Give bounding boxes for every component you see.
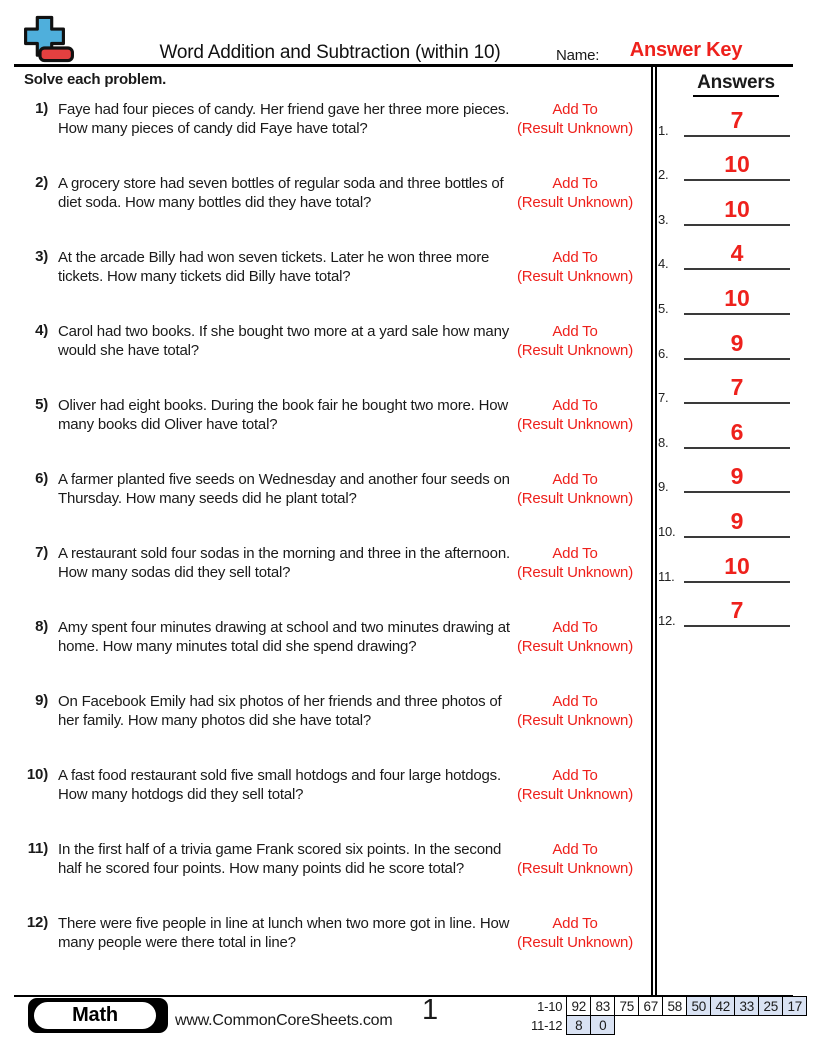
problem-row bbox=[24, 248, 644, 322]
grading-cell: 0 bbox=[591, 1016, 615, 1035]
answer-blank-line bbox=[684, 536, 790, 538]
problem-type-line2: (Result Unknown) bbox=[516, 194, 633, 211]
problem-type-label bbox=[506, 914, 644, 952]
answer-blank-line bbox=[684, 581, 790, 583]
problem-type-line2: (Result Unknown) bbox=[516, 934, 633, 951]
answer-number: 8. bbox=[658, 434, 669, 450]
problem-row bbox=[24, 840, 644, 914]
problem-type-line1: Add To bbox=[552, 101, 598, 118]
problem-type-line1: Add To bbox=[552, 471, 598, 488]
problem-number: 12) bbox=[26, 914, 48, 931]
problem-type-label bbox=[506, 174, 644, 212]
answer-value: 7 bbox=[730, 597, 744, 624]
problem-text: A restaurant sold four sodas in the morning and three in the afternoon. How many sodas did they sell total? bbox=[58, 545, 510, 581]
instructions: Solve each problem. bbox=[24, 71, 167, 88]
problem-type-line2: (Result Unknown) bbox=[516, 638, 633, 655]
subject-badge bbox=[28, 998, 168, 1033]
answer-blank-line bbox=[684, 491, 790, 493]
problem-text: Oliver had eight books. During the book fair he bought two more. How many books did Oliver have total? bbox=[58, 397, 508, 433]
problem-type-label bbox=[506, 322, 644, 360]
grading-cell: 58 bbox=[663, 997, 687, 1016]
name-label: Name: bbox=[556, 47, 600, 64]
answer-blank-line bbox=[684, 358, 790, 360]
answer-value: 6 bbox=[730, 418, 744, 445]
problem-type-label bbox=[506, 840, 644, 878]
answer-number: 11. bbox=[658, 568, 675, 584]
problem-type-label bbox=[506, 618, 644, 656]
problem-text: Faye had four pieces of candy. Her friend gave her three more pieces. How many pieces of candy did Faye have total? bbox=[58, 101, 510, 137]
problem-row bbox=[24, 766, 644, 840]
problem-type-line2: (Result Unknown) bbox=[516, 490, 633, 507]
problem-row bbox=[24, 174, 644, 248]
problem-number: 8) bbox=[35, 618, 48, 635]
problem-row bbox=[24, 544, 644, 618]
answer-number: 3. bbox=[658, 211, 669, 227]
problem-type-line2: (Result Unknown) bbox=[516, 342, 633, 359]
answer-row bbox=[656, 96, 792, 141]
grading-cell: 50 bbox=[687, 997, 711, 1016]
problem-row bbox=[24, 618, 644, 692]
problem-number: 4) bbox=[35, 322, 48, 339]
problem-type-line1: Add To bbox=[552, 323, 598, 340]
problem-type-line1: Add To bbox=[552, 619, 598, 636]
problem-number: 6) bbox=[35, 470, 48, 487]
problem-text: In the first half of a trivia game Frank scored six points. In the second half he scored four points. How many points did he score total? bbox=[58, 841, 502, 877]
problem-type-line2: (Result Unknown) bbox=[516, 120, 633, 137]
problem-type-line1: Add To bbox=[552, 545, 598, 562]
problem-text: At the arcade Billy had won seven tickets. Later he won three more tickets. How many tickets did Billy have total? bbox=[58, 249, 490, 285]
problem-text: A fast food restaurant sold five small hotdogs and four large hotdogs. How many hotdogs did they sell total? bbox=[58, 767, 501, 803]
problem-type-line2: (Result Unknown) bbox=[516, 416, 633, 433]
problem-number: 5) bbox=[35, 396, 48, 413]
answer-row bbox=[656, 453, 792, 498]
problem-text: There were five people in line at lunch when two more got in line. How many people were there total in line? bbox=[58, 915, 510, 951]
problem-type-label bbox=[506, 100, 644, 138]
grading-row-label: 1-10 bbox=[537, 998, 563, 1014]
plus-minus-icon bbox=[20, 12, 78, 66]
answer-row bbox=[656, 364, 792, 409]
answer-blank-line bbox=[684, 224, 790, 226]
answer-row bbox=[656, 408, 792, 453]
answer-value: 7 bbox=[730, 106, 744, 133]
answers-list bbox=[656, 96, 792, 631]
answer-value: 10 bbox=[724, 195, 750, 222]
problem-row bbox=[24, 692, 644, 766]
problem-type-label bbox=[506, 470, 644, 508]
problem-number: 2) bbox=[35, 174, 48, 191]
problem-type-line2: (Result Unknown) bbox=[516, 712, 633, 729]
answer-blank-line bbox=[684, 179, 790, 181]
answer-row bbox=[656, 319, 792, 364]
answer-number: 4. bbox=[658, 256, 669, 272]
problem-number: 10) bbox=[26, 766, 48, 783]
answer-value: 10 bbox=[724, 151, 750, 178]
answer-value: 7 bbox=[730, 374, 744, 401]
grading-cell: 75 bbox=[615, 997, 639, 1016]
answer-number: 2. bbox=[658, 167, 669, 183]
answer-blank-line bbox=[684, 625, 790, 627]
grading-cell: 8 bbox=[567, 1016, 591, 1035]
answer-row bbox=[656, 497, 792, 542]
answer-row bbox=[656, 185, 792, 230]
problem-type-line2: (Result Unknown) bbox=[516, 268, 633, 285]
answer-row bbox=[656, 587, 792, 632]
answer-blank-line bbox=[684, 268, 790, 270]
answer-number: 9. bbox=[658, 479, 669, 495]
answer-blank-line bbox=[684, 402, 790, 404]
page-number: 1 bbox=[422, 994, 438, 1026]
grading-cell: 33 bbox=[735, 997, 759, 1016]
problem-type-line1: Add To bbox=[552, 767, 598, 784]
grading-row-11-12 bbox=[531, 1016, 807, 1035]
problem-type-line2: (Result Unknown) bbox=[516, 564, 633, 581]
problem-type-label bbox=[506, 248, 644, 286]
answer-value: 9 bbox=[730, 507, 744, 534]
answer-value: 9 bbox=[730, 329, 744, 356]
answer-value: 9 bbox=[730, 463, 744, 490]
answer-row bbox=[656, 274, 792, 319]
grading-cell: 83 bbox=[591, 997, 615, 1016]
problem-row bbox=[24, 914, 644, 988]
grading-cell: 42 bbox=[711, 997, 735, 1016]
problem-row bbox=[24, 470, 644, 544]
problem-row bbox=[24, 396, 644, 470]
answer-number: 6. bbox=[658, 345, 669, 361]
grading-cell: 92 bbox=[567, 997, 591, 1016]
problem-type-label bbox=[506, 692, 644, 730]
website-url: www.CommonCoreSheets.com bbox=[175, 1012, 393, 1029]
problem-type-line2: (Result Unknown) bbox=[516, 786, 633, 803]
problem-type-label bbox=[506, 544, 644, 582]
subject-label: Math bbox=[34, 1002, 156, 1029]
problem-text: A grocery store had seven bottles of regular soda and three bottles of diet soda. How many bottles did they have total? bbox=[58, 175, 504, 211]
answer-number: 10. bbox=[658, 523, 676, 539]
problem-number: 9) bbox=[35, 692, 48, 709]
problem-number: 3) bbox=[35, 248, 48, 265]
grading-table bbox=[531, 996, 807, 1035]
problem-text: On Facebook Emily had six photos of her friends and three photos of her family. How many photos did she have total? bbox=[58, 693, 502, 729]
name-value-answer-key: Answer Key bbox=[629, 39, 743, 61]
problem-type-label bbox=[506, 766, 644, 804]
problem-number: 11) bbox=[27, 840, 48, 857]
problem-type-line1: Add To bbox=[552, 693, 598, 710]
answer-number: 7. bbox=[658, 390, 669, 406]
answer-value: 10 bbox=[724, 552, 750, 579]
answer-number: 5. bbox=[658, 300, 669, 316]
problem-row bbox=[24, 322, 644, 396]
problem-text: Carol had two books. If she bought two more at a yard sale how many would she have total? bbox=[58, 323, 510, 359]
grading-cell: 25 bbox=[759, 997, 783, 1016]
answer-row bbox=[656, 230, 792, 275]
problem-type-line1: Add To bbox=[552, 397, 598, 414]
problem-type-line1: Add To bbox=[552, 915, 598, 932]
problem-type-line1: Add To bbox=[552, 175, 598, 192]
answer-value: 10 bbox=[724, 284, 750, 311]
answer-blank-line bbox=[684, 135, 790, 137]
answer-blank-line bbox=[684, 447, 790, 449]
grading-row-label: 11-12 bbox=[531, 1017, 563, 1033]
answer-number: 12. bbox=[658, 613, 676, 629]
problem-type-line2: (Result Unknown) bbox=[516, 860, 633, 877]
answer-number: 1. bbox=[658, 122, 669, 138]
problem-text: A farmer planted five seeds on Wednesday and another four seeds on Thursday. How many seeds did he plant total? bbox=[58, 471, 510, 507]
answers-title: Answers bbox=[668, 72, 804, 97]
problems-list bbox=[24, 100, 644, 988]
answer-value: 4 bbox=[730, 240, 744, 267]
problem-row bbox=[24, 100, 644, 174]
problem-text: Amy spent four minutes drawing at school and two minutes drawing at home. How many minutes total did she spend drawing? bbox=[58, 619, 510, 655]
page-title: Word Addition and Subtraction (within 10) bbox=[159, 42, 501, 63]
problem-type-label bbox=[506, 396, 644, 434]
problem-number: 1) bbox=[35, 100, 48, 117]
grading-cell: 17 bbox=[783, 997, 807, 1016]
header-rule bbox=[14, 64, 793, 67]
answer-row bbox=[656, 542, 792, 587]
problem-type-line1: Add To bbox=[552, 841, 598, 858]
grading-row-1-10 bbox=[531, 997, 807, 1016]
problem-number: 7) bbox=[35, 544, 48, 561]
grading-cell: 67 bbox=[639, 997, 663, 1016]
answer-blank-line bbox=[684, 313, 790, 315]
problem-type-line1: Add To bbox=[552, 249, 598, 266]
answer-row bbox=[656, 141, 792, 186]
